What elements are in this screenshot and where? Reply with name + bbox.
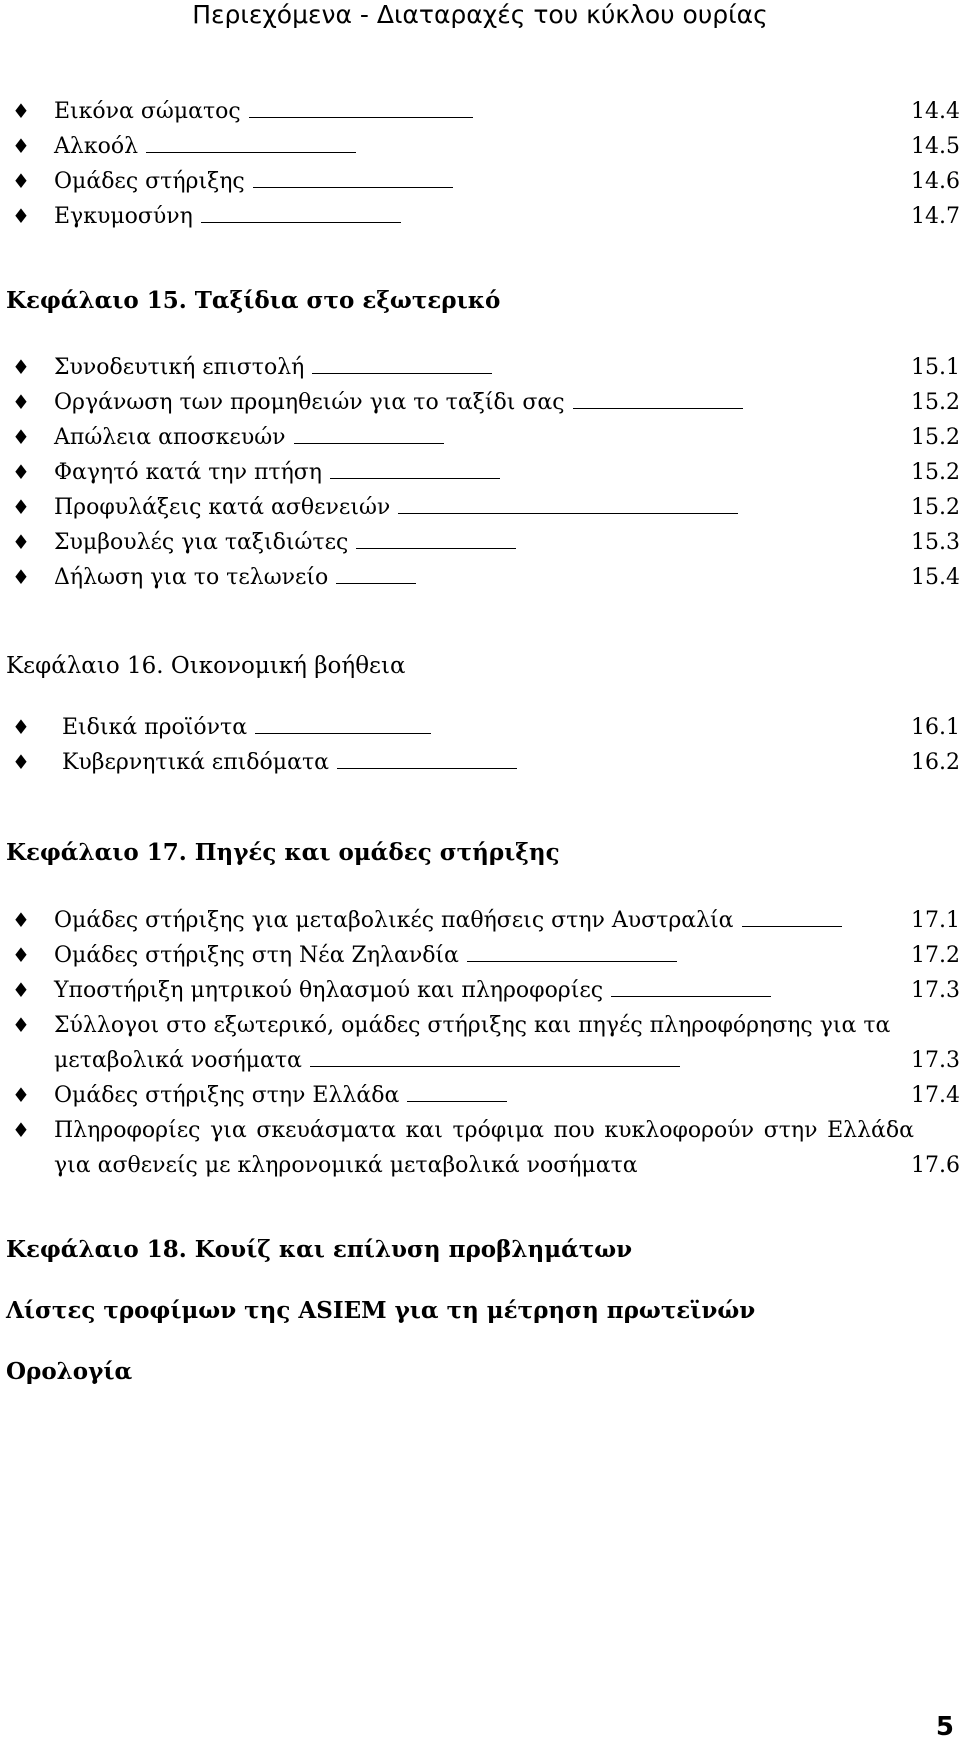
- chapter-16-items: [0, 710, 960, 780]
- diamond-bullet-icon: ♦: [12, 460, 30, 484]
- diamond-bullet-icon: ♦: [12, 495, 30, 519]
- list-item[interactable]: ♦ Κυβερνητικά επιδόματα 16.2: [0, 745, 960, 780]
- list-item[interactable]: ♦ Ομάδες στήριξης στη Νέα Ζηλανδία 17.2: [0, 938, 960, 973]
- list-item[interactable]: ♦ Οργάνωση των προμηθειών για το ταξίδι σας 15.2: [0, 385, 960, 420]
- list-item[interactable]: ♦ Συμβουλές για ταξιδιώτες 15.3: [0, 525, 960, 560]
- chapter-17-heading[interactable]: Κεφάλαιο 17. Πηγές και ομάδες στήριξης: [6, 839, 560, 866]
- chapter-15-items: [0, 350, 960, 595]
- diamond-bullet-icon: ♦: [12, 134, 30, 158]
- list-item[interactable]: ♦ Ειδικά προϊόντα 16.1: [0, 710, 960, 745]
- list-item[interactable]: ♦ Εικόνα σώματος 14.4: [0, 94, 960, 129]
- list-item[interactable]: ♦ Δήλωση για το τελωνείο 15.4: [0, 560, 960, 595]
- chapter-15-heading[interactable]: Κεφάλαιο 15. Ταξίδια στο εξωτερικό: [6, 287, 501, 314]
- protein-lists-heading[interactable]: Λίστες τροφίμων της ASIEM για τη μέτρηση πρωτεϊνών: [6, 1297, 756, 1324]
- diamond-bullet-icon: ♦: [12, 750, 30, 774]
- list-item[interactable]: ♦ Συνοδευτική επιστολή 15.1: [0, 350, 960, 385]
- page-title: Περιεχόμενα - Διαταραχές του κύκλου ουρίας: [192, 0, 768, 29]
- glossary-heading[interactable]: Ορολογία: [6, 1358, 133, 1385]
- list-item[interactable]: ♦ Εγκυμοσύνη 14.7: [0, 199, 960, 234]
- diamond-bullet-icon: ♦: [12, 715, 30, 739]
- diamond-bullet-icon: ♦: [12, 425, 30, 449]
- list-item[interactable]: ♦ Απώλεια αποσκευών 15.2: [0, 420, 960, 455]
- diamond-bullet-icon: ♦: [12, 908, 30, 932]
- list-item[interactable]: ♦ Αλκοόλ 14.5: [0, 129, 960, 164]
- list-item[interactable]: ♦ Φαγητό κατά την πτήση 15.2: [0, 455, 960, 490]
- diamond-bullet-icon: ♦: [12, 204, 30, 228]
- diamond-bullet-icon: ♦: [12, 565, 30, 589]
- diamond-bullet-icon: ♦: [12, 1013, 30, 1037]
- chapter-18-heading[interactable]: Κεφάλαιο 18. Κουίζ και επίλυση προβλημάτων: [6, 1236, 633, 1263]
- diamond-bullet-icon: ♦: [12, 355, 30, 379]
- list-item[interactable]: ♦ Υποστήριξη μητρικού θηλασμού και πληροφορίες 17.3: [0, 973, 960, 1008]
- page-number: 5: [935, 1712, 954, 1742]
- chapter-14-items: [0, 94, 960, 234]
- diamond-bullet-icon: ♦: [12, 978, 30, 1002]
- diamond-bullet-icon: ♦: [12, 1083, 30, 1107]
- chapter-17-items: [0, 903, 960, 1183]
- diamond-bullet-icon: ♦: [12, 169, 30, 193]
- list-item[interactable]: ♦ Ομάδες στήριξης 14.6: [0, 164, 960, 199]
- diamond-bullet-icon: ♦: [12, 943, 30, 967]
- diamond-bullet-icon: ♦: [12, 390, 30, 414]
- list-item[interactable]: ♦ Ομάδες στήριξης στην Ελλάδα 17.4: [0, 1078, 960, 1113]
- diamond-bullet-icon: ♦: [12, 1118, 30, 1142]
- list-item[interactable]: ♦ Σύλλογοι στο εξωτερικό, ομάδες στήριξης και πηγές πληροφόρησης για τα μεταβολικά νοσήματα 17.3: [0, 1008, 960, 1078]
- chapter-16-heading[interactable]: Κεφάλαιο 16. Οικονομική βοήθεια: [6, 653, 406, 679]
- diamond-bullet-icon: ♦: [12, 530, 30, 554]
- list-item[interactable]: ♦ Προφυλάξεις κατά ασθενειών 15.2: [0, 490, 960, 525]
- diamond-bullet-icon: ♦: [12, 99, 30, 123]
- list-item[interactable]: ♦ Ομάδες στήριξης για μεταβολικές παθήσεις στην Αυστραλία 17.1: [0, 903, 960, 938]
- list-item[interactable]: ♦ Πληροφορίες για σκευάσματα και τρόφιμα που κυκλοφορούν στην Ελλάδα για ασθενείς με κληρονομικά μεταβολικά νοσήματα 17.6: [0, 1113, 960, 1183]
